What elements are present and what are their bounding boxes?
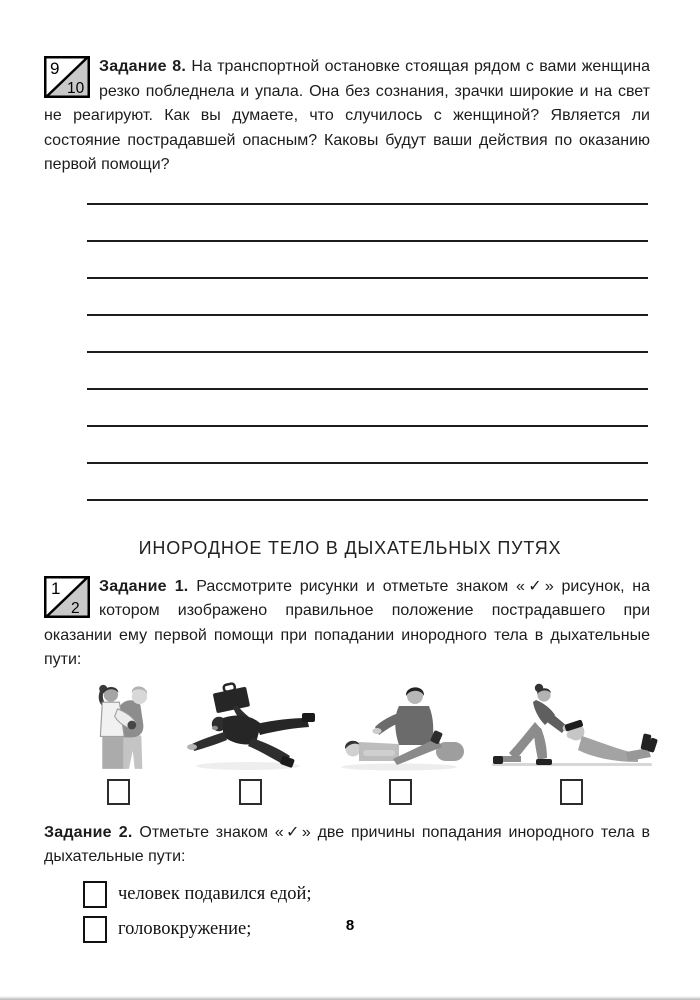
task-1-label: Задание 1. (99, 577, 189, 595)
answer-line[interactable] (87, 242, 648, 279)
task-2-text: Задание 2. Отметьте знаком «✓» две причины попадания инородного тела в дыхательные пути: (44, 823, 650, 865)
figure-checkbox-1[interactable] (107, 779, 130, 805)
figure-cell-1 (68, 680, 168, 805)
svg-text:2: 2 (71, 599, 80, 617)
figure-victim-prone-rescuer-supporting-head (486, 680, 658, 772)
task-8-text: Задание 8. На транспортной остановке стоящая рядом с вами женщина резко побледнела и упала. Она без сознания, зрачки широкие и на свет не реагируют. Как вы думаете, что случилось с женщиной? Является ли состояние пострадавшей опасным? Каковы будут ваши действия по оказанию первой помощи? (44, 58, 650, 173)
answer-lines[interactable] (87, 178, 648, 501)
svg-text:1: 1 (51, 578, 61, 598)
page-bottom-edge (0, 996, 700, 1000)
figure-checkbox-3[interactable] (389, 779, 412, 805)
task-1-section (44, 575, 650, 673)
answer-line[interactable] (87, 390, 648, 427)
task-1-text: Задание 1. Рассмотрите рисунки и отметьте знаком «✓» рисунок, на котором изображено правильное положение пострадавшего при оказании ему первой помощи при попадании инородного тела в дыхательные пути: (44, 577, 650, 668)
figure-man-fallen-face-down-with-briefcase (186, 680, 316, 772)
answer-line[interactable] (87, 205, 648, 242)
section-heading: ИНОРОДНОЕ ТЕЛО В ДЫХАТЕЛЬНЫХ ПУТЯХ (138, 537, 562, 558)
answer-line[interactable] (87, 279, 648, 316)
figure-cell-4 (486, 680, 658, 805)
figures-row (68, 680, 658, 805)
figure-rescuer-standing-behind-choking-person (68, 680, 168, 772)
task-1-score-badge (44, 576, 90, 618)
answer-line[interactable] (87, 427, 648, 464)
figure-checkbox-4[interactable] (560, 779, 583, 805)
figure-victim-on-back-legs-elevated-on-bolster (333, 680, 468, 772)
figure-checkbox-2[interactable] (239, 779, 262, 805)
svg-text:10: 10 (67, 80, 85, 97)
figure-cell-3 (333, 680, 468, 805)
option-row-1 (83, 881, 650, 908)
task-8-score-badge (44, 56, 90, 98)
score-badge-icon (44, 56, 90, 98)
task-2-section (44, 821, 650, 870)
task-2-label: Задание 2. (44, 823, 133, 841)
answer-line[interactable] (87, 316, 648, 353)
option-label-2: головокружение; (118, 918, 252, 939)
svg-text:9: 9 (50, 59, 60, 78)
answer-line[interactable] (87, 353, 648, 390)
page-number: 8 (345, 917, 355, 934)
option-checkbox-1[interactable] (83, 881, 107, 908)
answer-line[interactable] (87, 464, 648, 501)
option-label-1: человек подавился едой; (118, 883, 312, 904)
score-badge-icon (44, 576, 90, 618)
answer-line[interactable] (87, 178, 648, 205)
figure-cell-2 (186, 680, 316, 805)
task-8-section (44, 0, 650, 178)
task-8-label: Задание 8. (99, 58, 187, 75)
